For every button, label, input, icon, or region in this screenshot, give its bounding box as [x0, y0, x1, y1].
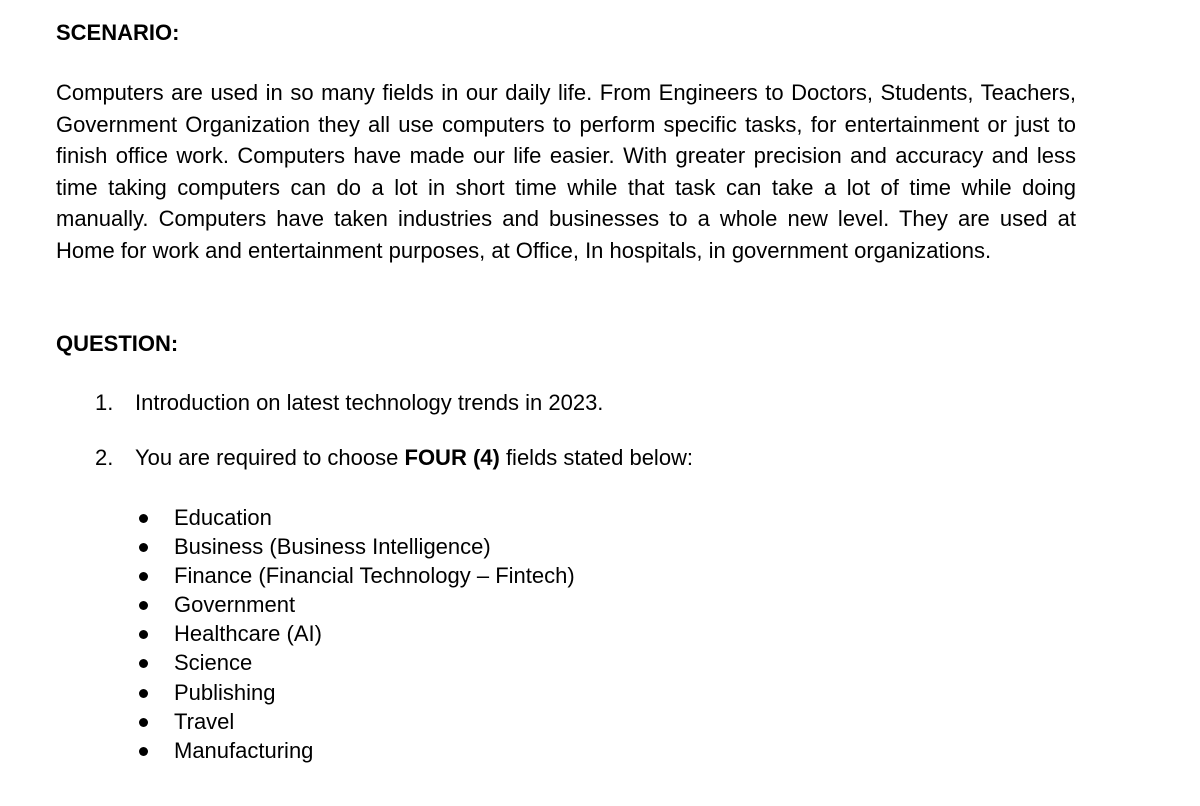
list-item [133, 503, 575, 532]
bullet-icon [139, 572, 148, 581]
scenario-paragraph: Computers are used in so many fields in our daily life. From Engineers to Doctors, Students, Teachers, Government Organization they all use computers to perform specific tasks, for entertainment or just to finish office work. Computers have made our life easier. With greater precision and accuracy and less time taking computers can do a lot in short time while that task can take a lot of time while doing manually. Computers have taken industries and businesses to a whole new level. They are used at Home for work and entertainment purposes, at Office, In hospitals, in government organizations. [56, 80, 1076, 263]
question-text-before: You are required to choose [135, 445, 405, 470]
field-label: Government [174, 592, 296, 618]
list-item [133, 707, 575, 736]
field-list [133, 503, 575, 765]
list-item [133, 590, 575, 619]
bullet-icon [139, 689, 148, 698]
question-item-1 [95, 390, 603, 416]
field-label: Business (Business Intelligence) [174, 534, 491, 560]
list-item [133, 678, 575, 707]
question-item-2 [95, 445, 693, 471]
question-number: 2. [95, 445, 114, 470]
bullet-icon [139, 514, 148, 523]
question-text-after: fields stated below: [499, 445, 694, 470]
field-label: Healthcare (AI) [174, 621, 322, 647]
scenario-heading: SCENARIO: [56, 20, 180, 45]
bullet-icon [139, 543, 148, 552]
field-label: Travel [174, 708, 235, 734]
field-label: Education [174, 505, 272, 530]
question-text-bold: FOUR (4) [404, 445, 500, 470]
bullet-icon [139, 630, 148, 639]
bullet-icon [139, 601, 148, 610]
list-item [133, 736, 575, 765]
field-label: Publishing [174, 679, 276, 705]
question-heading: QUESTION: [56, 331, 179, 356]
bullet-icon [139, 747, 148, 756]
question-text: Introduction on latest technology trends in 2023. [135, 390, 604, 415]
question-number: 1. [95, 390, 114, 415]
field-label: Finance (Financial Technology – Fintech) [174, 563, 575, 589]
list-item [133, 619, 575, 648]
list-item [133, 648, 575, 677]
bullet-icon [139, 659, 148, 668]
list-item [133, 532, 575, 561]
bullet-icon [139, 718, 148, 727]
list-item [133, 561, 575, 590]
field-label: Manufacturing [174, 737, 314, 763]
field-label: Science [174, 650, 253, 676]
